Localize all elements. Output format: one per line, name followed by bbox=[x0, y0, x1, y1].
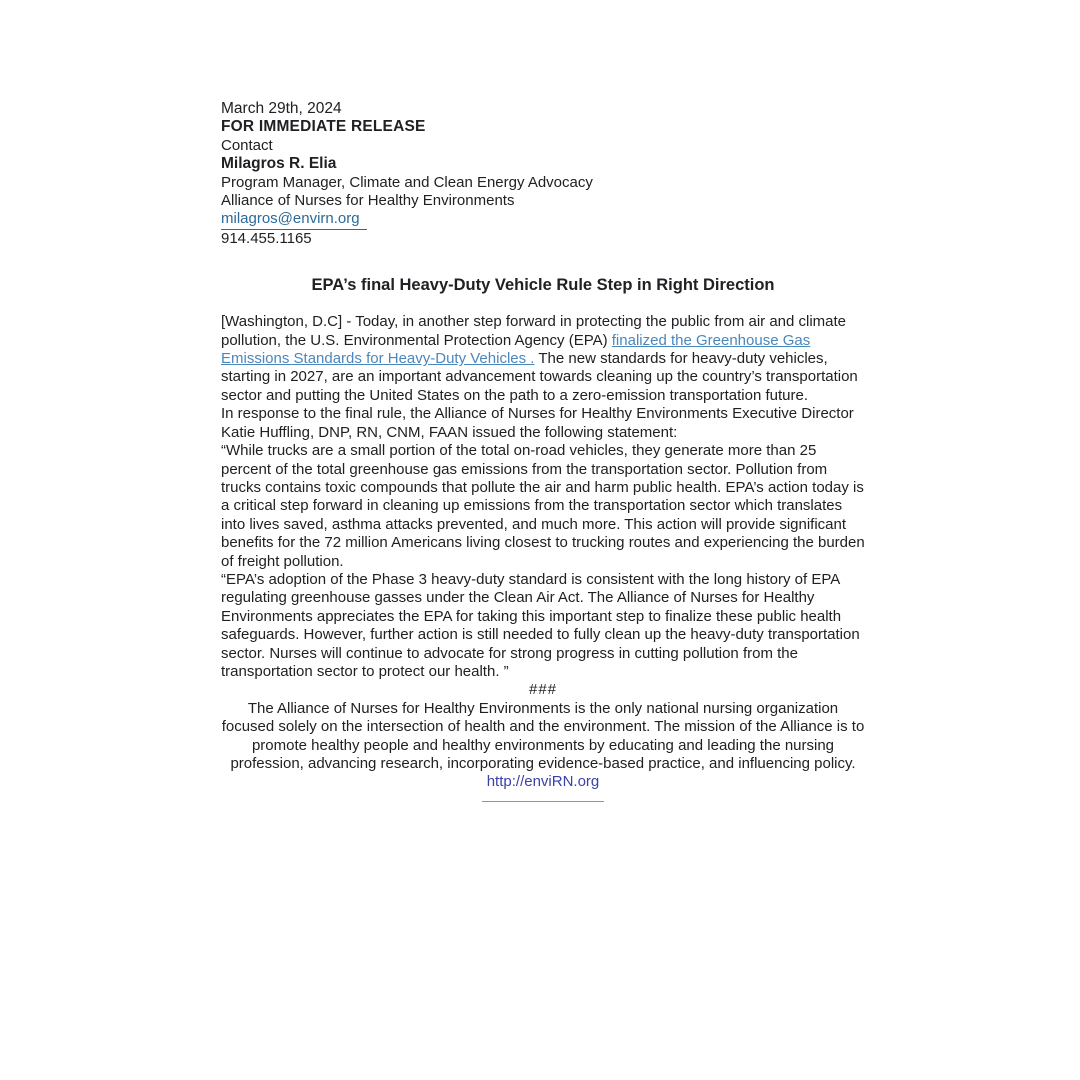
paragraph-quote-1: “While trucks are a small portion of the total on-road vehicles, they generate more than 25 percent of the total greenhouse gas emissions from the transportation sector. Pollution from trucks contains toxic compounds that pollute the air and harm public health. EPA’s action today is a critical step forward in cleaning up emissions from the transportation sector which translates into lives saved, asthma attacks prevented, and much more. This action will provide significant benefits for the 72 million Americans living closest to trucking routes and experiencing the burden of freight pollution. bbox=[221, 442, 865, 570]
for-immediate-release-line: FOR IMMEDIATE RELEASE bbox=[221, 118, 426, 136]
contact-organization: Alliance of Nurses for Healthy Environments bbox=[221, 192, 515, 210]
press-release-document bbox=[221, 100, 865, 802]
headline: EPA’s final Heavy-Duty Vehicle Rule Step in Right Direction bbox=[311, 276, 775, 295]
paragraph-lead bbox=[221, 313, 865, 405]
end-marker: ### bbox=[528, 681, 558, 699]
release-date: March 29th, 2024 bbox=[221, 100, 342, 117]
paragraph-lead-pre: [Washington, D.C] - Today, in another step forward in protecting the public from air and climate pollution, the U.S. Environmental Protection Agency (EPA) bbox=[221, 313, 847, 349]
paragraph-lead-post: The new standards for heavy-duty vehicles, starting in 2027, are an important advancement towards cleaning up the country’s transportation sector and putting the United States on the path to a zero-emission transportation future. bbox=[221, 350, 858, 404]
paragraph-quote-2: “EPA’s adoption of the Phase 3 heavy-duty standard is consistent with the long history of EPA regulating greenhouse gasses under the Clean Air Act. The Alliance of Nurses for Healthy Environments appreciates the EPA for taking this important step to finalize these public health safeguards. However, further action is still needed to fully clean up the heavy-duty transportation sector. Nurses will continue to advocate for strong progress in cutting pollution from the transportation sector to protect our health. ” bbox=[221, 570, 860, 680]
paragraph-response: In response to the final rule, the Alliance of Nurses for Healthy Environments Executive Director Katie Huffling, DNP, RN, CNM, FAAN issued the following statement: bbox=[221, 405, 854, 441]
contact-email-link[interactable]: milagros@envirn.org bbox=[221, 210, 367, 229]
contact-block bbox=[221, 137, 865, 248]
contact-job-title: Program Manager, Climate and Clean Energy Advocacy bbox=[221, 173, 593, 191]
about-paragraph: The Alliance of Nurses for Healthy Environments is the only national nursing organization focused solely on the intersection of health and the environment. The mission of the Alliance is to promote healthy people and healthy environments by educating and leading the nursing profession, advancing research, incorporating evidence-based practice, and influencing policy. bbox=[221, 699, 865, 772]
envirn-site-link[interactable]: http://enviRN.org bbox=[482, 773, 605, 801]
contact-label: Contact bbox=[221, 136, 273, 154]
site-link-row bbox=[221, 773, 865, 801]
ghg-standards-link[interactable]: finalized the Greenhouse Gas Emissions Standards for Heavy-Duty Vehicles . bbox=[221, 331, 811, 368]
contact-name: Milagros R. Elia bbox=[221, 155, 337, 173]
contact-email-row bbox=[221, 210, 865, 229]
contact-phone: 914.455.1165 bbox=[221, 229, 312, 247]
